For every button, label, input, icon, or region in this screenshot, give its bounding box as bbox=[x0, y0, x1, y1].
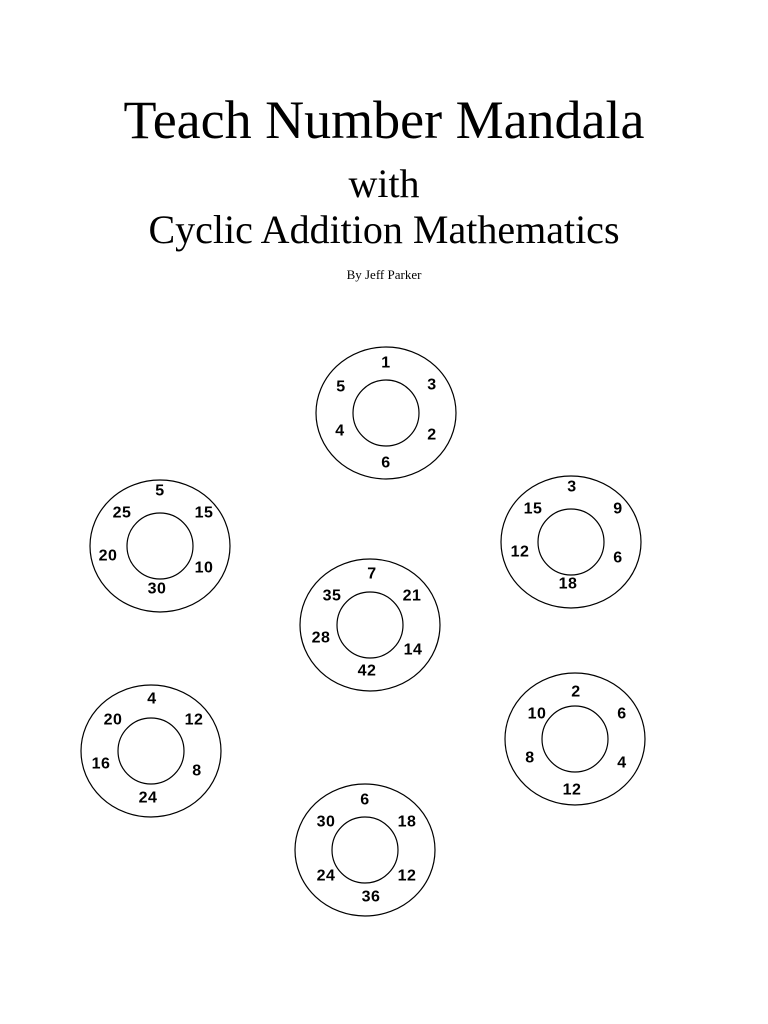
mandala-3 bbox=[501, 476, 641, 608]
mandala-number: 4 bbox=[147, 690, 157, 708]
mandala-number: 35 bbox=[322, 587, 342, 605]
inner-ring bbox=[332, 817, 398, 883]
inner-ring bbox=[337, 592, 403, 658]
mandala-number: 6 bbox=[381, 454, 391, 472]
mandala-number: 3 bbox=[567, 478, 577, 496]
mandala-number: 15 bbox=[523, 500, 543, 518]
mandala-number: 15 bbox=[194, 504, 214, 522]
mandala-number: 14 bbox=[403, 641, 423, 659]
mandala-number: 6 bbox=[360, 791, 370, 809]
mandala-number: 24 bbox=[138, 789, 158, 807]
mandala-4 bbox=[81, 685, 221, 817]
document-subtitle: Cyclic Addition Mathematics bbox=[148, 207, 620, 252]
mandala-number: 12 bbox=[397, 867, 417, 885]
mandala-number: 36 bbox=[361, 888, 381, 906]
mandala-number: 6 bbox=[617, 705, 627, 723]
mandala-number: 30 bbox=[147, 580, 167, 598]
mandala-number: 8 bbox=[192, 762, 202, 780]
mandala-number: 20 bbox=[98, 547, 118, 565]
mandala-number: 18 bbox=[397, 813, 417, 831]
mandala-number: 12 bbox=[562, 781, 582, 799]
mandala-number: 42 bbox=[357, 662, 377, 680]
mandala-number: 1 bbox=[381, 354, 391, 372]
mandala-number: 10 bbox=[194, 559, 214, 577]
mandala-number: 4 bbox=[617, 754, 627, 772]
mandala-6 bbox=[295, 784, 435, 916]
inner-ring bbox=[118, 718, 184, 784]
inner-ring bbox=[127, 513, 193, 579]
title-connector: with bbox=[348, 161, 420, 206]
mandala-number: 7 bbox=[367, 565, 377, 583]
document-title: Teach Number Mandala bbox=[123, 90, 645, 150]
mandala-number: 30 bbox=[316, 813, 336, 831]
inner-ring bbox=[542, 706, 608, 772]
mandala-number: 2 bbox=[571, 683, 581, 701]
mandala-7 bbox=[300, 559, 440, 691]
mandala-number: 12 bbox=[510, 543, 530, 561]
mandala-number: 28 bbox=[311, 629, 331, 647]
mandala-number: 4 bbox=[335, 422, 345, 440]
mandala-number: 18 bbox=[558, 575, 578, 593]
mandala-number: 2 bbox=[427, 426, 437, 444]
mandala-number: 8 bbox=[525, 749, 535, 767]
inner-ring bbox=[538, 509, 604, 575]
mandala-2 bbox=[505, 673, 645, 805]
mandala-number: 10 bbox=[527, 705, 547, 723]
mandala-number: 16 bbox=[91, 755, 111, 773]
mandala-1 bbox=[316, 347, 456, 479]
mandala-number: 20 bbox=[103, 711, 123, 729]
mandala-number: 21 bbox=[402, 587, 422, 605]
mandala-number: 6 bbox=[613, 549, 623, 567]
mandala-number: 3 bbox=[427, 376, 437, 394]
author-byline: By Jeff Parker bbox=[346, 267, 422, 282]
mandala-5 bbox=[90, 480, 230, 612]
mandala-number: 25 bbox=[112, 504, 132, 522]
mandala-number: 12 bbox=[184, 711, 204, 729]
mandala-number: 9 bbox=[613, 500, 623, 518]
mandala-number: 24 bbox=[316, 867, 336, 885]
mandala-number: 5 bbox=[155, 482, 165, 500]
inner-ring bbox=[353, 380, 419, 446]
mandala-number: 5 bbox=[336, 378, 346, 396]
